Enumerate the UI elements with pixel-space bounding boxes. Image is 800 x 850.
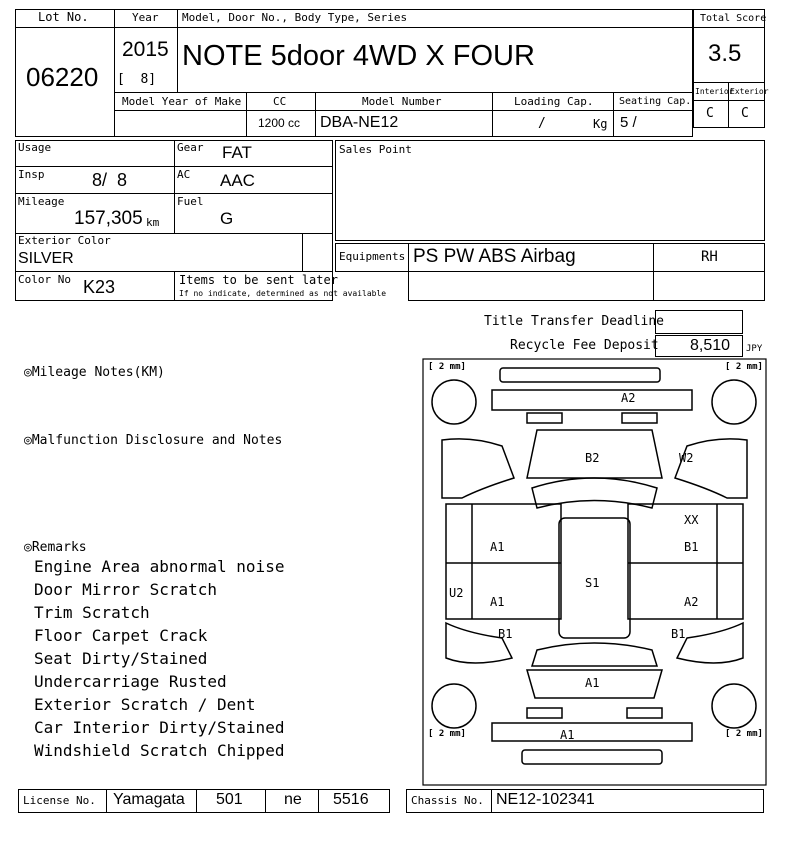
chassis-label: Chassis No. xyxy=(411,794,484,807)
wheel-rear-right xyxy=(712,684,756,728)
insp-value: 8/ 8 xyxy=(92,170,128,190)
loading-cap-label: Loading Cap. xyxy=(514,95,594,108)
gear-label: Gear xyxy=(177,141,204,154)
license-kana: ne xyxy=(284,791,302,808)
mark-trunk: A1 xyxy=(585,676,600,690)
interior-value: C xyxy=(706,106,714,121)
color-no-label: Color No xyxy=(18,273,71,286)
usage-label: Usage xyxy=(18,141,52,154)
mark-right-front-pillar: XX xyxy=(684,513,699,527)
ac-value: AAC xyxy=(220,171,255,190)
equipments-value: PS PW ABS Airbag xyxy=(413,246,576,267)
model-year-label: Model Year of Make xyxy=(122,95,242,108)
ext-color-value: SILVER xyxy=(18,250,74,267)
remark-item: Floor Carpet Crack xyxy=(34,626,208,645)
total-score-label: Total Score xyxy=(700,13,767,24)
exterior-label: Exterior xyxy=(730,87,769,96)
license-label: License No. xyxy=(23,794,96,807)
lot-label: Lot No. xyxy=(38,10,89,24)
remark-item: Car Interior Dirty/Stained xyxy=(34,718,285,737)
mark-rear-bumper: A1 xyxy=(560,728,575,742)
year-label: Year xyxy=(132,11,159,24)
cc-label: CC xyxy=(273,95,287,108)
seating-cap-value: 5 / xyxy=(620,114,637,131)
color-no-value: K23 xyxy=(83,277,116,297)
model-number-label: Model Number xyxy=(362,95,442,108)
license-number: 5516 xyxy=(333,791,369,808)
title-transfer-label: Title Transfer Deadline xyxy=(484,314,665,329)
year-value: 2015 xyxy=(122,38,169,61)
recycle-value: 8,510 xyxy=(690,337,731,354)
license-region: Yamagata xyxy=(113,791,185,808)
mark-roof: S1 xyxy=(585,576,600,590)
car-damage-diagram xyxy=(422,358,767,786)
mileage-notes-label: ◎Mileage Notes(KM) xyxy=(24,365,165,380)
mark-right-rear-quarter: B1 xyxy=(671,627,686,641)
remarks-label: ◎Remarks xyxy=(24,540,87,555)
mark-right-front-door: B1 xyxy=(684,540,699,554)
steering-value: RH xyxy=(701,249,718,265)
mileage-value: 157,305 xyxy=(74,208,143,229)
recycle-label: Recycle Fee Deposit xyxy=(510,338,659,353)
tire-front-right: [ 2 mm] xyxy=(725,362,763,372)
remark-item: Trim Scratch xyxy=(34,603,150,622)
wheel-front-right xyxy=(712,380,756,424)
remark-item: Door Mirror Scratch xyxy=(34,580,218,599)
mark-left-side: U2 xyxy=(449,586,464,600)
total-score-value: 3.5 xyxy=(708,40,742,67)
loading-cap-value: / xyxy=(538,116,546,131)
malfunction-label: ◎Malfunction Disclosure and Notes xyxy=(24,433,283,448)
mark-left-front-door: A1 xyxy=(490,540,505,554)
recycle-unit: JPY xyxy=(746,344,763,354)
title-transfer-box xyxy=(655,310,743,334)
remark-item: Seat Dirty/Stained xyxy=(34,649,208,668)
remark-item: Exterior Scratch / Dent xyxy=(34,695,256,714)
tire-front-left: [ 2 mm] xyxy=(428,362,466,372)
ext-color-label: Exterior Color xyxy=(18,234,111,247)
seating-cap-label: Seating Cap. xyxy=(619,96,692,107)
tire-rear-left: [ 2 mm] xyxy=(428,729,466,739)
fuel-value: G xyxy=(220,209,234,228)
mark-right-rear-door: A2 xyxy=(684,595,699,609)
model-value: NOTE 5door 4WD X FOUR xyxy=(182,40,535,72)
lot-value: 06220 xyxy=(26,62,99,92)
exterior-value: C xyxy=(741,106,749,121)
wheel-rear-left xyxy=(432,684,476,728)
items-extra-box xyxy=(408,272,765,301)
remark-item: Engine Area abnormal noise xyxy=(34,557,285,576)
mark-right-front-fender: W2 xyxy=(679,451,694,465)
fuel-label: Fuel xyxy=(177,195,204,208)
insp-label: Insp xyxy=(18,168,45,181)
gear-value: FAT xyxy=(222,143,252,162)
model-number-value: DBA-NE12 xyxy=(320,114,399,131)
ac-label: AC xyxy=(177,168,191,181)
chassis-value: NE12-102341 xyxy=(496,791,595,808)
remark-item: Undercarriage Rusted xyxy=(34,672,227,691)
items-note: If no indicate, determined as not available xyxy=(179,289,387,298)
interior-label: Interior xyxy=(695,87,734,96)
wheel-front-left xyxy=(432,380,476,424)
cc-value: 1200 cc xyxy=(258,116,301,130)
mark-front-bumper: A2 xyxy=(621,391,636,405)
model-label: Model, Door No., Body Type, Series xyxy=(182,11,408,24)
items-label: Items to be sent later xyxy=(179,273,338,287)
sales-point-label: Sales Point xyxy=(339,143,412,156)
mileage-unit: km xyxy=(146,216,160,229)
mileage-label: Mileage xyxy=(18,195,65,208)
mark-left-rear-quarter: B1 xyxy=(498,627,513,641)
equipments-label: Equipments xyxy=(339,250,406,263)
year-month: [ 8] xyxy=(117,72,157,87)
license-class: 501 xyxy=(216,791,243,808)
tire-rear-right: [ 2 mm] xyxy=(725,729,763,739)
mark-hood: B2 xyxy=(585,451,600,465)
mark-left-rear-door: A1 xyxy=(490,595,505,609)
loading-cap-unit: Kg xyxy=(593,117,608,131)
remark-item: Windshield Scratch Chipped xyxy=(34,741,285,760)
